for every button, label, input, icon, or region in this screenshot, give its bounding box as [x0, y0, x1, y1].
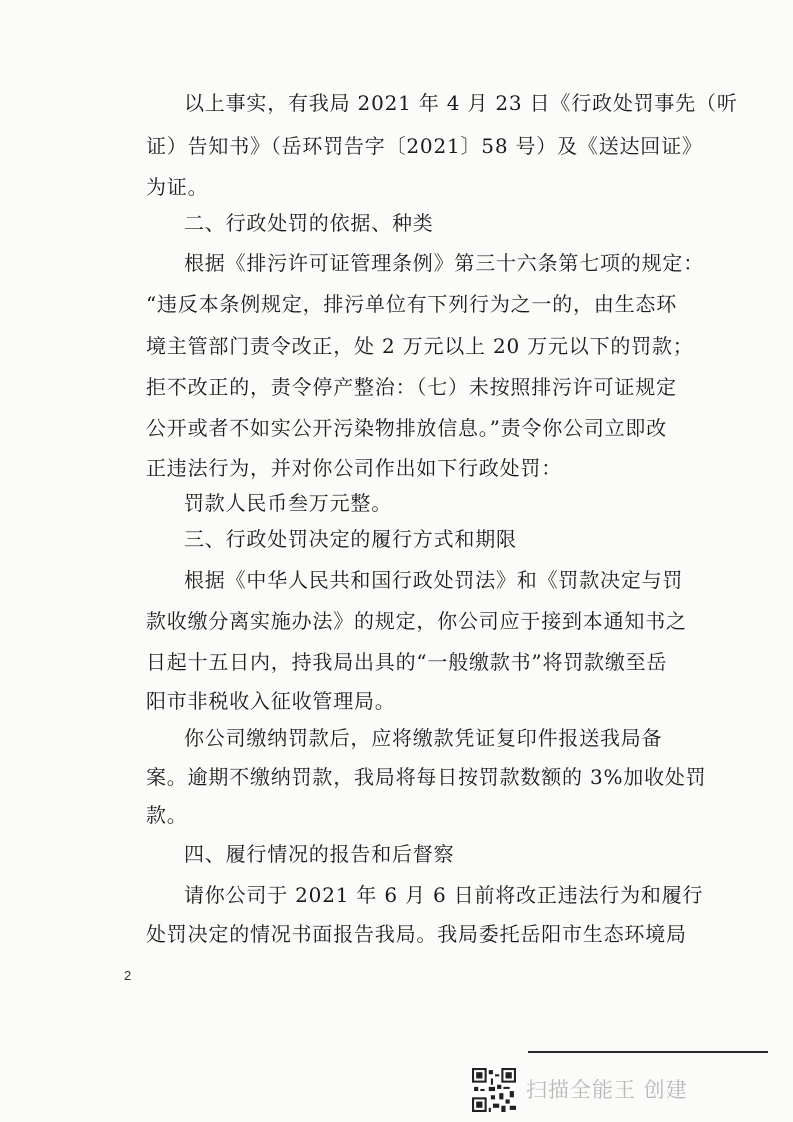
paragraph-line: “违反本条例规定，排污单位有下列行为之一的，由生态环	[146, 292, 678, 316]
paragraph-line: 拒不改正的，责令停产整治：（七）未按照排污许可证规定	[146, 375, 677, 399]
paragraph-line: 款收缴分离实施办法》的规定，你公司应于接到本通知书之	[146, 609, 687, 633]
paragraph-line: 案。逾期不缴纳罚款，我局将每日按罚款数额的 3%加收处罚	[146, 765, 707, 789]
section-heading: 二、行政处罚的依据、种类	[184, 211, 434, 235]
paragraph-line: 境主管部门责令改正，处 2 万元以上 20 万元以下的罚款；	[146, 334, 694, 358]
page-number: 2	[124, 968, 132, 983]
paragraph-line: 以上事实，有我局 2021 年 4 月 23 日《行政处罚事先（听	[184, 91, 738, 115]
paragraph-line: 为证。	[146, 175, 209, 199]
paragraph-line: 罚款人民币叁万元整。	[184, 491, 392, 515]
paragraph-line: 处罚决定的情况书面报告我局。我局委托岳阳市生态环境局	[146, 922, 687, 946]
section-heading: 四、履行情况的报告和后督察	[184, 842, 455, 866]
footer-divider	[528, 1051, 768, 1053]
paragraph-line: 证）告知书》（岳环罚告字〔2021〕58 号）及《送达回证》	[146, 134, 703, 158]
paragraph-line: 根据《中华人民共和国行政处罚法》和《罚款决定与罚	[184, 568, 684, 592]
paragraph-line: 正违法行为，并对你公司作出如下行政处罚：	[146, 456, 562, 480]
paragraph-line: 根据《排污许可证管理条例》第三十六条第七项的规定：	[184, 251, 704, 275]
paragraph-line: 你公司缴纳罚款后，应将缴款凭证复印件报送我局备	[184, 726, 663, 750]
scanner-brand-watermark: 扫描全能王 创建	[526, 1078, 688, 1102]
paragraph-line: 阳市非税收入征收管理局。	[146, 689, 396, 713]
qr-code-icon	[472, 1068, 516, 1112]
paragraph-line: 公开或者不如实公开污染物排放信息。”责令你公司立即改	[146, 416, 668, 440]
paragraph-line: 日起十五日内，持我局出具的“一般缴款书”将罚款缴至岳	[146, 650, 668, 674]
paragraph-line: 款。	[146, 803, 188, 827]
paragraph-line: 请你公司于 2021 年 6 月 6 日前将改正违法行为和履行	[184, 883, 704, 907]
section-heading: 三、行政处罚决定的履行方式和期限	[184, 527, 517, 551]
